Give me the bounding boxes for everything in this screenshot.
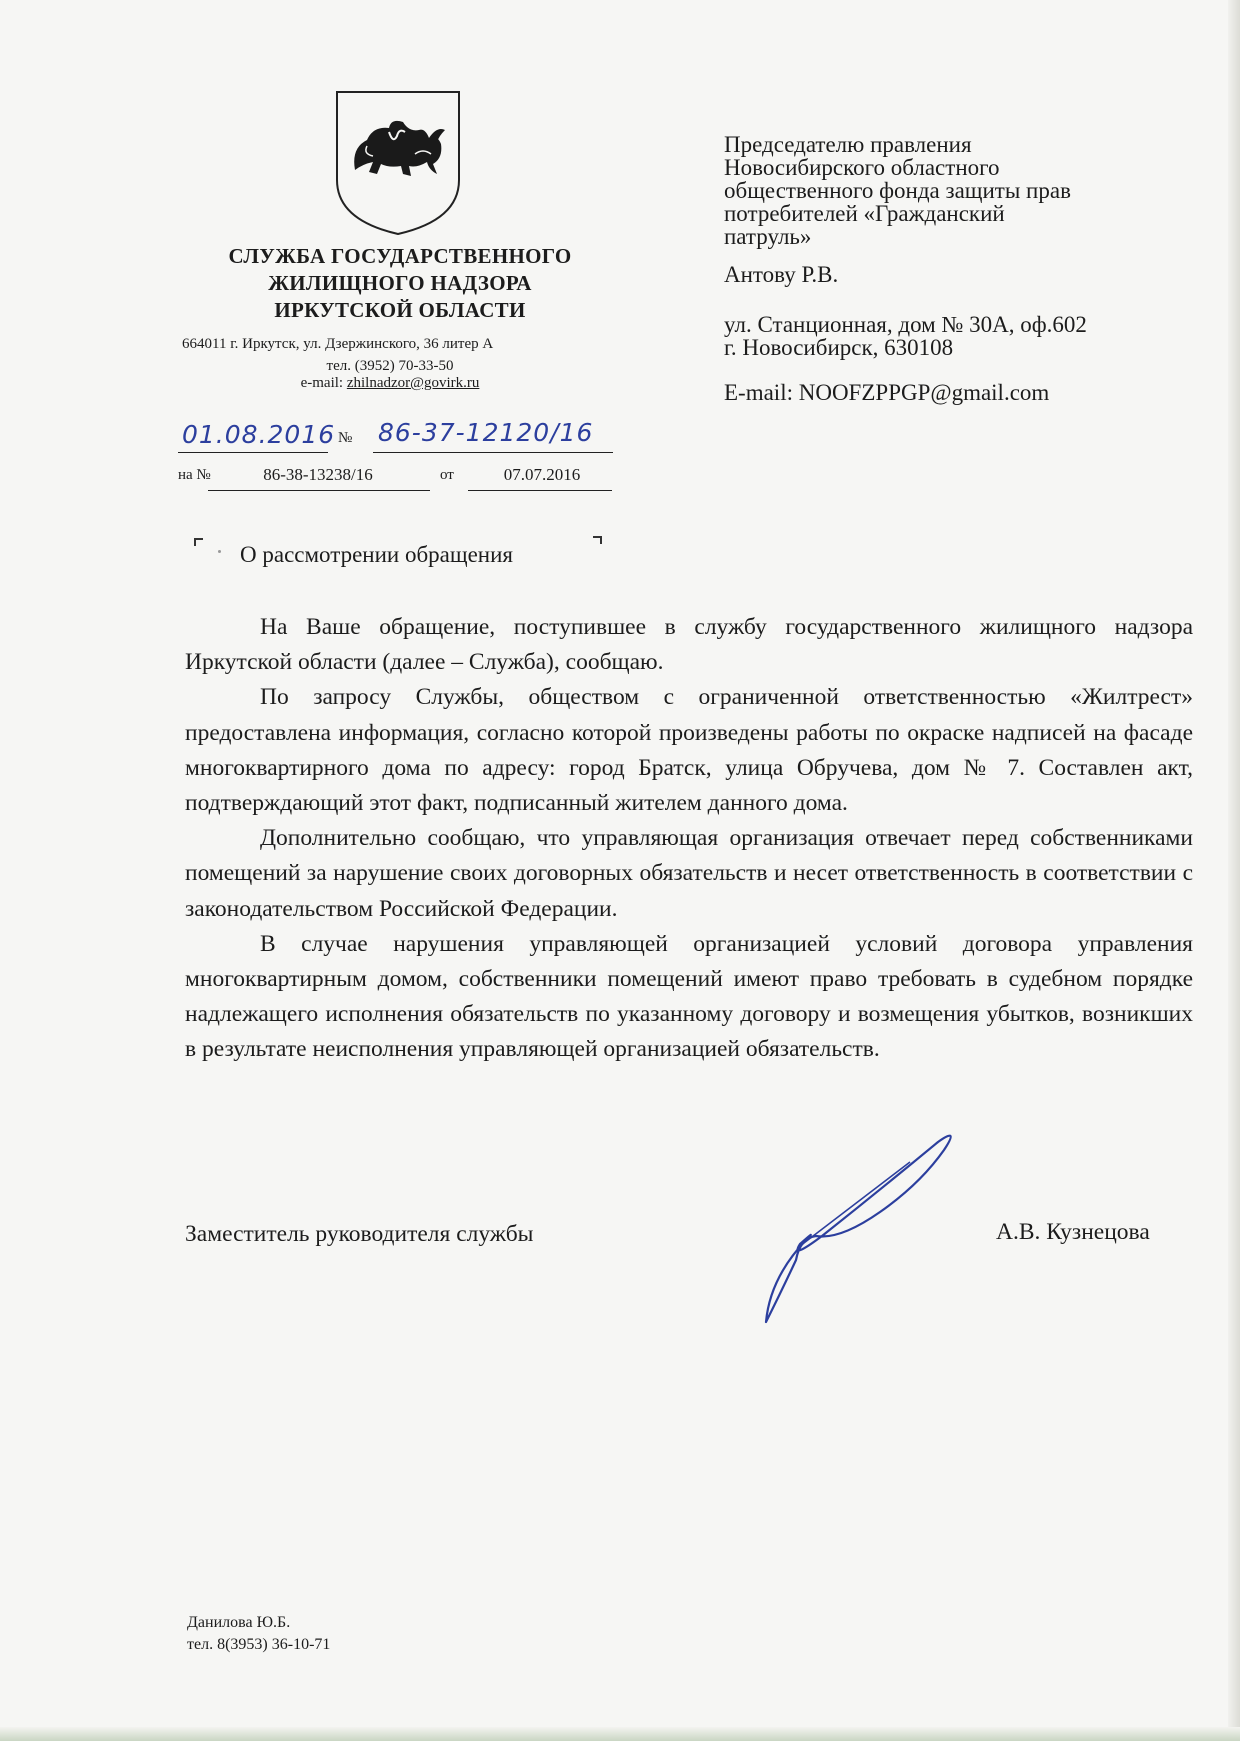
from-label: от xyxy=(440,467,454,483)
body-paragraph: По запросу Службы, обществом с ограниченной ответственностью «Жилтрест» предоставлена информация, согласно которой произведены работы по окраске надписей на фасаде многоквартирного дома по адресу: город Братск, улица Обручева, дом № 7. Составлен акт, подтверждающий этот факт, подписанный жителем данного дома. xyxy=(185,684,1193,817)
incoming-number-underline xyxy=(208,490,430,491)
sender-address: 664011 г. Иркутск, ул. Дзержинского, 36 литер А xyxy=(182,336,494,352)
outgoing-date: 01.08.2016 xyxy=(182,420,336,449)
addressee-street: ул. Станционная, дом № 30А, оф.602 xyxy=(724,312,1087,337)
incoming-reference xyxy=(178,463,618,491)
letter-body xyxy=(185,610,1193,1068)
addressee-line: Новосибирского областного xyxy=(724,155,1000,180)
scan-speck xyxy=(218,550,221,553)
addressee-line: потребителей «Гражданский xyxy=(724,201,1005,226)
outgoing-reference xyxy=(178,420,618,456)
number-sign: № xyxy=(338,430,353,446)
sender-email-link[interactable]: zhilnadzor@govirk.ru xyxy=(346,375,480,391)
incoming-date-underline xyxy=(468,490,612,491)
addressee-line: общественного фонда защиты прав xyxy=(724,178,1071,203)
executor-block xyxy=(187,1612,330,1656)
sender-organization xyxy=(175,243,625,324)
subject-corner-mark xyxy=(593,536,602,544)
addressee-line: Председателю правления xyxy=(724,132,972,157)
sender-phone: тел. (3952) 70-33-50 xyxy=(326,358,454,374)
handwritten-signature xyxy=(760,1128,980,1328)
date-underline xyxy=(178,452,328,453)
irkutsk-coat-of-arms-icon xyxy=(333,88,463,238)
executor-phone: тел. 8(3953) 36-10-71 xyxy=(187,1636,331,1653)
signatory-title: Заместитель руководителя службы xyxy=(185,1221,534,1247)
org-name-line: ИРКУТСКОЙ ОБЛАСТИ xyxy=(274,298,526,322)
incoming-number: 86-38-13238/16 xyxy=(263,465,373,484)
letter-subject: О рассмотрении обращения xyxy=(240,542,513,567)
body-paragraph: На Ваше обращение, поступившее в службу государственного жилищного надзора Иркутской области (далее – Служба), сообщаю. xyxy=(185,614,1193,676)
page-edge-shadow-bottom xyxy=(0,1727,1240,1741)
org-name-line: ЖИЛИЩНОГО НАДЗОРА xyxy=(268,271,532,295)
sender-email-row xyxy=(170,375,610,392)
addressee-city: г. Новосибирск, 630108 xyxy=(724,335,954,360)
sender-email-label: e-mail: xyxy=(300,375,344,391)
number-underline xyxy=(373,452,613,453)
outgoing-number: 86-37-12120/16 xyxy=(378,418,594,447)
executor-name: Данилова Ю.Б. xyxy=(187,1614,291,1631)
incoming-date: 07.07.2016 xyxy=(503,465,581,484)
subject-corner-mark xyxy=(194,538,203,546)
body-paragraph: Дополнительно сообщаю, что управляющая организация отвечает перед собственниками помещений за нарушение своих договорных обязательств и несет ответственность в соответствии с законодательством Российской Федерации. xyxy=(185,825,1193,922)
sender-contacts xyxy=(170,336,610,392)
org-name-line: СЛУЖБА ГОСУДАРСТВЕННОГО xyxy=(228,244,572,268)
body-paragraph: В случае нарушения управляющей организацией условий договора управления многоквартирным домом, собственники помещений имеют право требовать в судебном порядке надлежащего исполнения обязательств по указанному договору и возмещения убытков, возникших в результате неисполнения управляющей организацией обязательств. xyxy=(185,930,1193,1063)
signatory-name: А.В. Кузнецова xyxy=(996,1219,1150,1245)
addressee-block xyxy=(724,133,1204,404)
addressee-line: патруль» xyxy=(724,224,812,249)
page-edge-shadow xyxy=(1228,0,1240,1741)
in-reply-label: на № xyxy=(178,467,211,483)
addressee-name: Антову Р.В. xyxy=(724,262,839,287)
addressee-email: E-mail: NOOFZPPGP@gmail.com xyxy=(724,380,1050,405)
